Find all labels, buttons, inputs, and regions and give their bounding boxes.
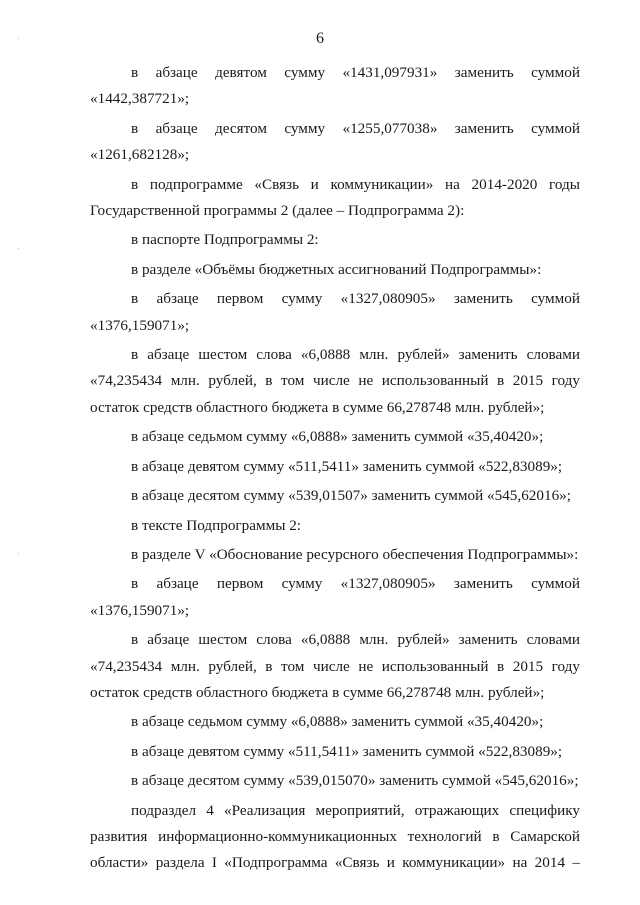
- paragraph: в абзаце девятом сумму «511,5411» заменить суммой «522,83089»;: [131, 457, 563, 475]
- paragraph: в разделе «Объёмы бюджетных ассигнований Подпрограммы»:: [131, 260, 542, 278]
- scan-speck: [18, 248, 19, 249]
- paragraph: в подпрограмме «Связь и коммуникации» на 2014-2020 годы Государственной программы 2 (далее – Подпрограмма 2):: [90, 175, 580, 220]
- scan-speck: [18, 553, 19, 554]
- paragraph: в абзаце шестом слова «6,0888 млн. рублей» заменить словами «74,235434 млн. рублей, в том числе не использованный в 2015 году остаток средств областного бюджета в сумме 66,278748 млн. рублей»;: [90, 631, 580, 701]
- paragraph: в абзаце десятом сумму «1255,077038» заменить суммой «1261,682128»;: [90, 119, 580, 164]
- paragraph: в абзаце седьмом сумму «6,0888» заменить суммой «35,40420»;: [131, 713, 544, 731]
- paragraph: в абзаце шестом слова «6,0888 млн. рублей» заменить словами «74,235434 млн. рублей, в том числе не использованный в 2015 году остаток средств областного бюджета в сумме 66,278748 млн. рублей»;: [90, 346, 580, 416]
- scan-speck: [18, 38, 19, 39]
- paragraph: в абзаце девятом сумму «1431,097931» заменить суммой «1442,387721»;: [90, 64, 580, 108]
- paragraph: в абзаце девятом сумму «511,5411» заменить суммой «522,83089»;: [131, 742, 563, 760]
- document-body: [90, 60, 580, 877]
- paragraph: в абзаце первом сумму «1327,080905» заменить суммой «1376,159071»;: [90, 575, 580, 619]
- paragraph: в тексте Подпрограммы 2:: [131, 516, 302, 534]
- page-number: 6: [316, 30, 324, 47]
- paragraph: подраздел 4 «Реализация мероприятий, отражающих специфику развития информационно-коммуникационных технологий в Самарской области» раздела I «Подпрограмма «Связь и коммуникации» на 2014 –: [90, 801, 580, 872]
- paragraph: в паспорте Подпрограммы 2:: [131, 231, 319, 249]
- paragraph: в абзаце десятом сумму «539,01507» заменить суммой «545,62016»;: [131, 487, 571, 505]
- paragraph: в абзаце первом сумму «1327,080905» заменить суммой «1376,159071»;: [90, 290, 580, 334]
- paragraph: в разделе V «Обоснование ресурсного обеспечения Подпрограммы»:: [131, 545, 579, 563]
- paragraph: в абзаце десятом сумму «539,015070» заменить суммой «545,62016»;: [131, 772, 579, 790]
- paragraph: в абзаце седьмом сумму «6,0888» заменить суммой «35,40420»;: [131, 428, 544, 446]
